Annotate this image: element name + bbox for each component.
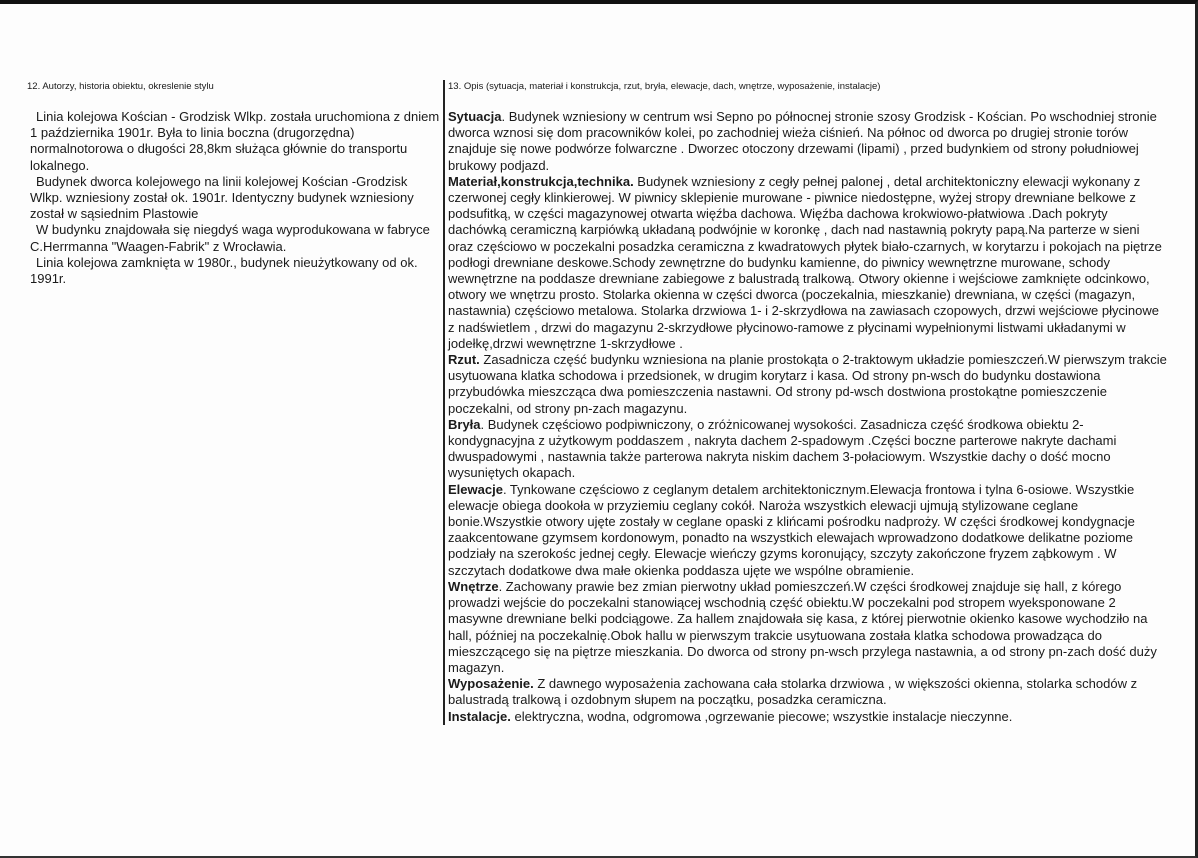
section-text: . Tynkowane częściowo z ceglanym detalem architektonicznym.Elewacja frontowa i tylna 6-osiowe. Wszystkie elewacje obiega dookoła w przyziemiu ceglany cokół. Naroża wszystkich elewacji ujmują stylizowane ceglane bonie.Wszystkie otwory ujęte zostały w ceglane opaski z klińcami pośrodku nadproży. W części środkowej kondygnacje zaakcentowane gzymsem kordonowym, ponadto na wszystkich elewajach wprowadzono dodatkowe delikatne poziome podziały na szerokośc jednej cegły. Elewacje wieńczy gzyms koronujący, szczyty zakończone fryzem ząbkowym . W szczytach dodatkowe dwa małe okienka poddasza ujęte we wspólne obramienie. — [448, 481, 1135, 578]
section-title: Bryła — [448, 416, 481, 432]
section-title: Rzut. — [448, 352, 480, 368]
history-column — [27, 80, 442, 287]
section-title: Wyposażenie. — [448, 676, 534, 692]
section-text: elektryczna, wodna, odgromowa ,ogrzewanie piecowe; wszystkie instalacje nieczynne. — [510, 708, 1013, 724]
section-text: . Budynek częściowo podpiwniczony, o zróżnicowanej wysokości. Zasadnicza część środkowa obiektu 2-kondygnacyjna z użytkowym poddaszem , nakryta dachem 2-spadowym .Części boczne parterowe nakryte dachami dwuspadowymi , nastawnia także parterowa nakryta niskim dachem 3-połaciowym. Wszystkie dachy o dość mocno wysuniętych okapach. — [448, 416, 1117, 481]
section-text: . Budynek wzniesiony w centrum wsi Sepno po północnej stronie szosy Grodzisk - Kościan. Po wschodniej stronie dworca wznosi się dom pracowników kolei, po zachodniej wieża ciśnień. Na północ od dworca po drugiej stronie torów znajduje się nowe podwórze folwarczne . Dworzec otoczony drzewami (lipami) , przed budynkiem od strony południowej brukowy podjazd. — [448, 109, 1157, 173]
section-title: Materiał,konstrukcja,technika. — [448, 173, 634, 189]
history-body — [30, 109, 442, 287]
section-wyposazenie — [448, 676, 1168, 708]
section-wnetrze — [448, 579, 1168, 676]
section-text: Budynek wzniesiony z cegły pełnej palonej , detal architektoniczny elewacji wykonany z czerwonej cegły klinkierowej. W piwnicy sklepienie murowane - piwnice niedostępne, wyżej stropy drewniane belkowe z podsufitką, w części magazynowej otwarta więźba dachowa. Więźba dachowa krokwiowo-płatwiowa .Dach pokryty dachówką ceramiczną karpiówką układaną podwójnie w koronkę , dach nad nastawnią pokryty papą.Na parterze w sieni oraz częściowo w poczekalni posadzka ceramiczna z kwadratowych płytek biało-czarnych, w korytarzu i pokojach na piętrze podłogi drewniane deskowe.Schody zewnętrzne do budynku kamienne, do piwnicy wewnętrzne murowane, schody wewnętrzne na poddasze drewniane zabiegowe z balustradą tralkową. Otwory okienne i wejściowe zamknięte odcinkowo, otwory we wnętrzu prosto. Stolarka okienna w części dworca (poczekalnia, mieszkanie) drewniana, w części (magazyn, nastawnia) częściowo metalowa. Stolarka drzwiowa 1- i 2-skrzydłowa na zawiasach czopowych, drzwi wejściowe płycinowe z nadświetlem , drzwi do magazynu 2-skrzydłowe płycinowo-ramowe z płycinami wypełnionymi listwami układanymi w jodełkę,drzwi wewnętrzne 1-skrzydłowe . — [448, 173, 1162, 351]
section-rzut — [448, 352, 1168, 417]
section-title: Elewacje — [448, 481, 503, 497]
section-title: Sytuacja — [448, 109, 502, 124]
section-bryla — [448, 417, 1168, 482]
section-sytuacja — [448, 109, 1168, 174]
description-body — [448, 109, 1168, 725]
description-column — [443, 80, 1168, 725]
section-text: Z dawnego wyposażenia zachowana cała stolarka drzwiowa , w większości okienna, stolarka schodów z balustradą tralkową i ozdobnym słupem na początku, posadzka ceramiczna. — [448, 676, 1138, 708]
description-header: 13. Opis (sytuacja, materiał i konstrukcja, rzut, bryła, elewacje, dach, wnętrze, wyposażenie, instalacje) — [448, 81, 881, 92]
history-header: 12. Autorzy, historia obiektu, okreslenie stylu — [27, 81, 214, 92]
history-paragraph: W budynku znajdowała się niegdyś waga wyprodukowana w fabryce C.Herrmanna "Waagen-Fabrik" z Wrocławia. — [30, 222, 430, 254]
section-instalacje — [448, 709, 1168, 725]
section-text: Zasadnicza część budynku wzniesiona na planie prostokąta o 2-traktowym układzie pomieszczeń.W pierwszym trakcie usytuowana klatka schodowa i przedsionek, w drugim korytarz i kasa. Od strony pn-wsch do budynku dostawiona przybudówka mieszcząca dwa pomieszczenia nastawni. Od strony pd-wsch dostwiona prostokątne pomieszczenie poczekalni, od strony pn-zach magazynu. — [448, 352, 1167, 416]
section-material — [448, 174, 1168, 352]
history-paragraph: Budynek dworca kolejowego na linii kolejowej Kościan -Grodzisk Wlkp. wzniesiony został ok. 1901r. Identyczny budynek wzniesiony został w sąsiednim Plastowie — [30, 173, 414, 222]
history-paragraph: Linia kolejowa zamknięta w 1980r., budynek nieużytkowany od ok. 1991r. — [30, 254, 418, 287]
section-elewacje — [448, 482, 1168, 579]
section-title: Instalacje. — [448, 708, 511, 724]
history-paragraph: Linia kolejowa Kościan - Grodzisk Wlkp. została uruchomiona z dniem 1 października 1901r. Była to linia boczna (drugorzędna) normalnotorowa o długości 28,8km służąca głównie do transportu lokalnego. — [30, 109, 440, 173]
section-text: . Zachowany prawie bez zmian pierwotny układ pomieszczeń.W części środkowej znajduje się hall, z kórego prowadzi wejście do poczekalni stanowiącej wschodnią część obiektu.W poczekalni pod stropem wyeksponowane 2 masywne drewniane belki podciągowe. Za hallem znajdowała się kasa, z której pierwotnie okienko kasowe wychodziło na hall, później na poczekalnię.Obok hallu w pierwszym trakcie usytuowana została klatka schodowa prowadząca do mieszczącego się na piętrze mieszkania. Do dworca od strony pn-wsch przylega nastawnia, a od strony pn-zach dość duży magazyn. — [448, 578, 1157, 675]
section-title: Wnętrze — [448, 578, 499, 594]
